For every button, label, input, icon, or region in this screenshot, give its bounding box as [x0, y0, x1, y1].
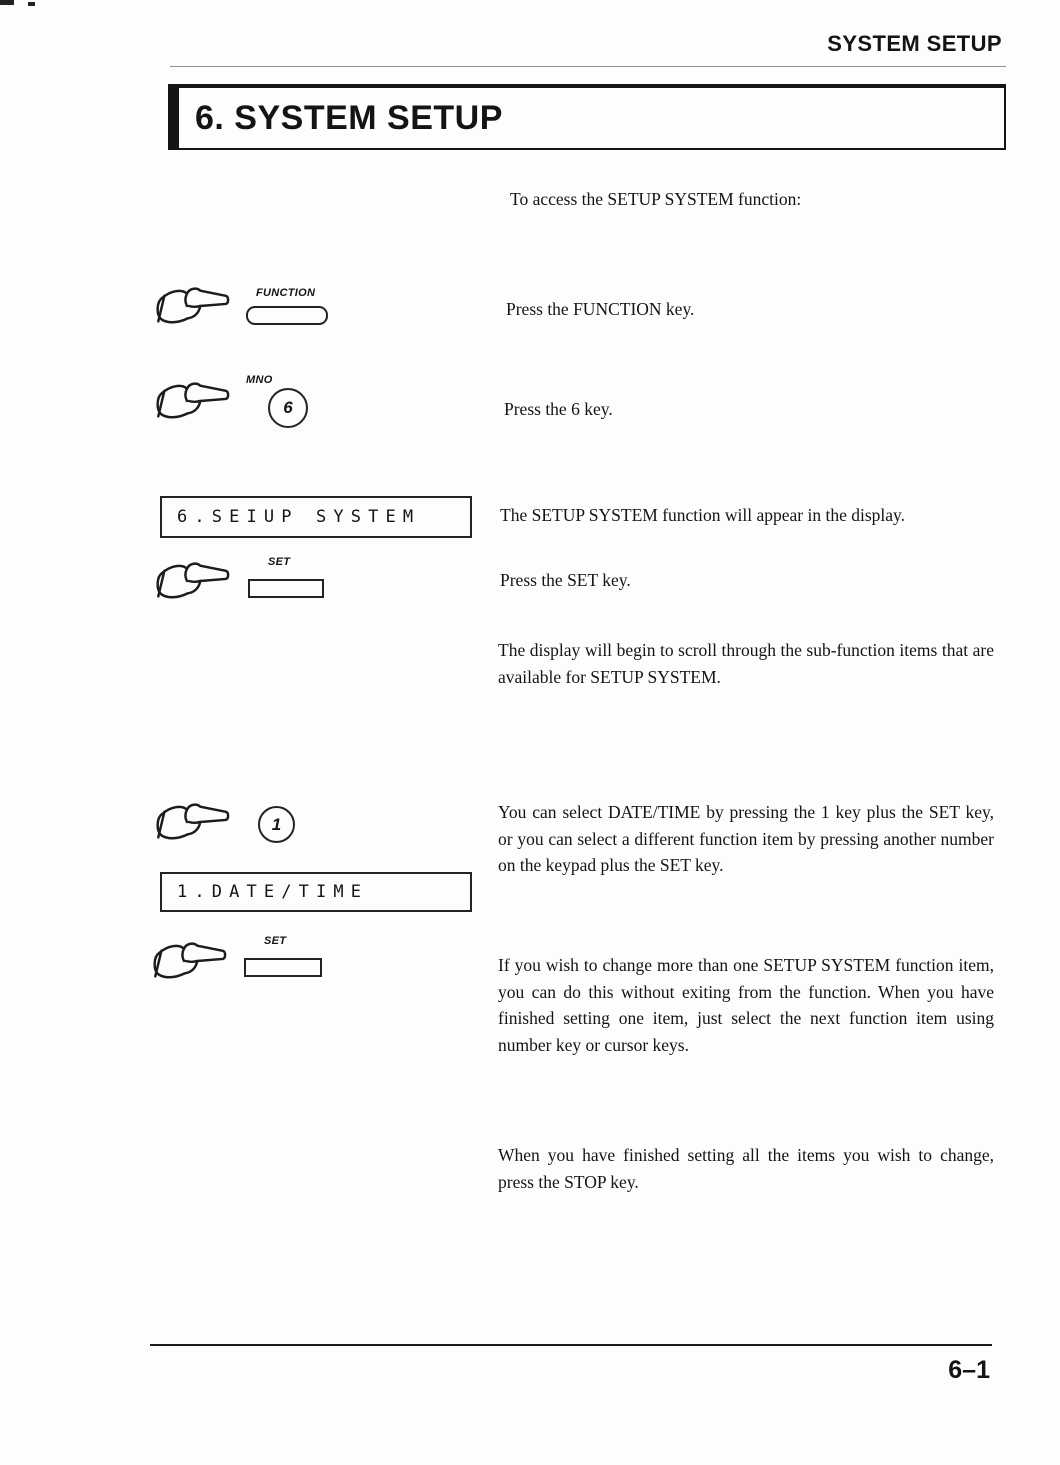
one-key-digit: 1 [271, 814, 282, 834]
scan-artifact [0, 0, 14, 5]
pointing-hand-icon [146, 556, 234, 606]
pointing-hand-icon [143, 936, 231, 986]
running-header: SYSTEM SETUP [827, 31, 1002, 56]
step-instruction: Press the SET key. [500, 570, 631, 590]
six-key-digit: 6 [283, 398, 293, 417]
set-key-shape [244, 958, 322, 977]
intro-text: To access the SETUP SYSTEM function: [510, 189, 802, 209]
six-key-shape [268, 388, 308, 428]
lcd-display-text: 6.SEIUP SYSTEM [177, 507, 421, 527]
scan-artifact [28, 2, 35, 6]
set-key-label: SET [268, 556, 291, 568]
finish-note: When you have finished setting all the items you wish to change, press the STOP key. [498, 1145, 994, 1192]
function-key-shape [246, 306, 328, 325]
pointing-hand-icon [146, 376, 234, 426]
header-rule [170, 66, 1006, 67]
chapter-title: 6. SYSTEM SETUP [195, 98, 503, 137]
set-key-label: SET [264, 935, 287, 947]
lcd-display-text: 1.DATE/TIME [177, 882, 369, 902]
chapter-title-box [168, 84, 1006, 150]
six-key-letters: MNO [246, 374, 273, 386]
scroll-note: The display will begin to scroll through the sub-function items that are available for SETUP SYSTEM. [498, 640, 994, 687]
pointing-hand-icon [146, 281, 234, 331]
step-instruction: You can select DATE/TIME by pressing the 1 key plus the SET key, or you can select a different function item by pressing another number on the keypad plus the SET key. [498, 802, 994, 876]
step-instruction: The SETUP SYSTEM function will appear in the display. [500, 505, 906, 525]
footer-rule [150, 1344, 992, 1346]
function-key-label: FUNCTION [256, 287, 316, 299]
step-instruction: Press the 6 key. [504, 399, 613, 419]
one-key-shape [258, 806, 295, 843]
lcd-display [160, 872, 472, 912]
lcd-display [160, 496, 472, 538]
pointing-hand-icon [146, 797, 234, 847]
step-instruction: If you wish to change more than one SETUP SYSTEM function item, you can do this without exiting from the function. When you have finished setting one item, just select the next function item using number key or cursor keys. [498, 955, 994, 1055]
page-number: 6–1 [948, 1356, 990, 1384]
step-instruction: Press the FUNCTION key. [506, 299, 695, 319]
set-key-shape [248, 579, 324, 598]
